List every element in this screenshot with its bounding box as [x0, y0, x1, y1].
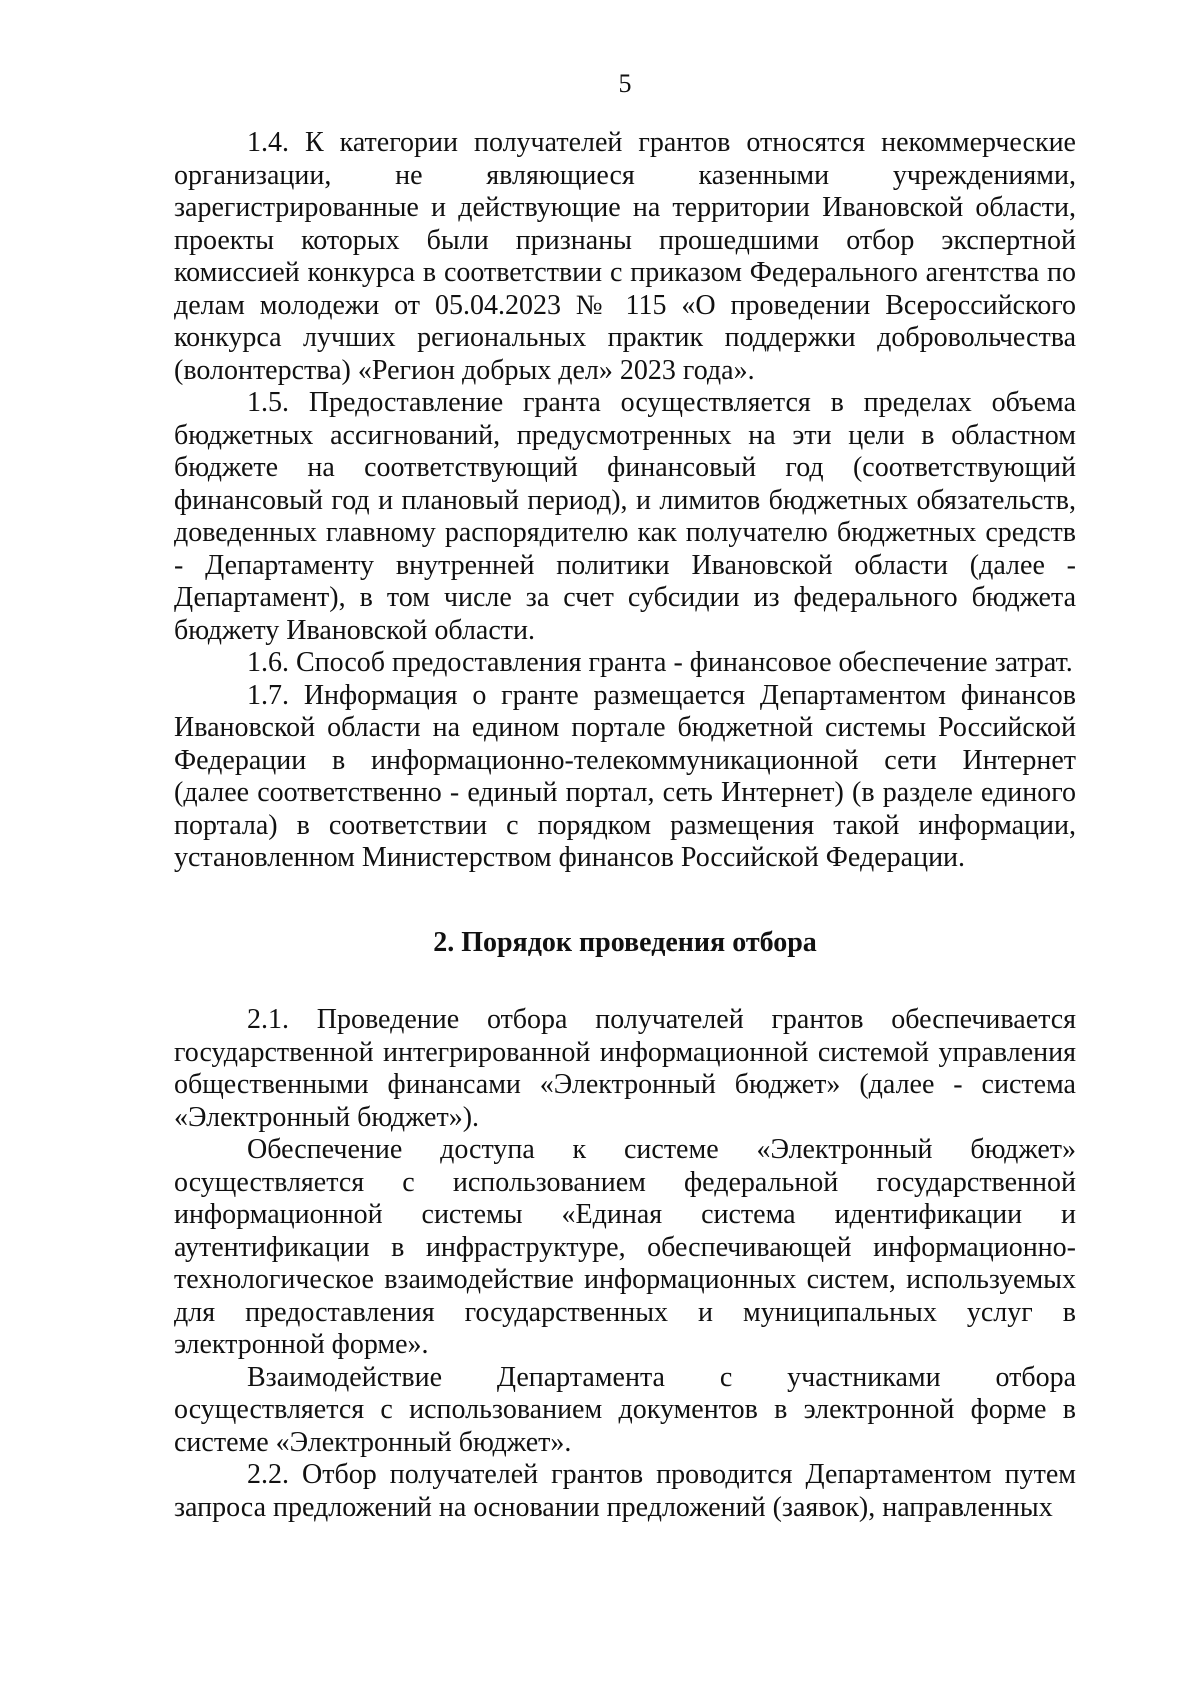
paragraph-2-1: 2.1. Проведение отбора получателей грантов обеспечивается государственной интегрированной информационной системой управления общественными финансами «Электронный бюджет» (далее - система «Электронный бюджет»).: [174, 1004, 1076, 1133]
section-title: 2. Порядок проведения отбора: [433, 926, 817, 958]
page-number: 5: [618, 69, 632, 98]
paragraph-1-7: 1.7. Информация о гранте размещается Департаментом финансов Ивановской области на едином портале бюджетной системы Российской Федерации в информационно-телекоммуникационной сети Интернет (далее соответственно - единый портал, сеть Интернет) (в разделе единого портала) в соответствии с порядком размещения такой информации, установленном Министерством финансов Российской Федерации.: [174, 679, 1076, 873]
paragraph-2-1-access: Обеспечение доступа к системе «Электронный бюджет» осуществляется с использованием федеральной государственной информационной системы «Единая система идентификации и аутентификации в инфраструктуре, обеспечивающей информационно-технологическое взаимодействие информационных систем, используемых для предоставления государственных и муниципальных услуг в электронной форме».: [174, 1134, 1076, 1360]
document-body: [174, 127, 1076, 1524]
paragraph-1-6: 1.6. Способ предоставления гранта - финансовое обеспечение затрат.: [247, 647, 1073, 678]
paragraph-2-2: 2.2. Отбор получателей грантов проводится Департаментом путем запроса предложений на основании предложений (заявок), направленных: [174, 1459, 1076, 1523]
paragraph-1-4: 1.4. К категории получателей грантов относятся некоммерческие организации, не являющиеся казенными учреждениями, зарегистрированные и действующие на территории Ивановской области, проекты которых были признаны прошедшими отбор экспертной комиссией конкурса в соответствии с приказом Федерального агентства по делам молодежи от 05.04.2023 № 115 «О проведении Всероссийского конкурса лучших региональных практик поддержки добровольчества (волонтерства) «Регион добрых дел» 2023 года».: [174, 127, 1076, 386]
paragraph-2-1-interaction: Взаимодействие Департамента с участниками отбора осуществляется с использованием документов в электронной форме в системе «Электронный бюджет».: [174, 1361, 1076, 1458]
paragraph-1-5: 1.5. Предоставление гранта осуществляется в пределах объема бюджетных ассигнований, предусмотренных на эти цели в областном бюджете на соответствующий финансовый год (соответствующий финансовый год и плановый период), и лимитов бюджетных обязательств, доведенных главному распорядителю как получателю бюджетных средств - Департаменту внутренней политики Ивановской области (далее - Департамент), в том числе за счет субсидии из федерального бюджета бюджету Ивановской области.: [174, 387, 1076, 646]
